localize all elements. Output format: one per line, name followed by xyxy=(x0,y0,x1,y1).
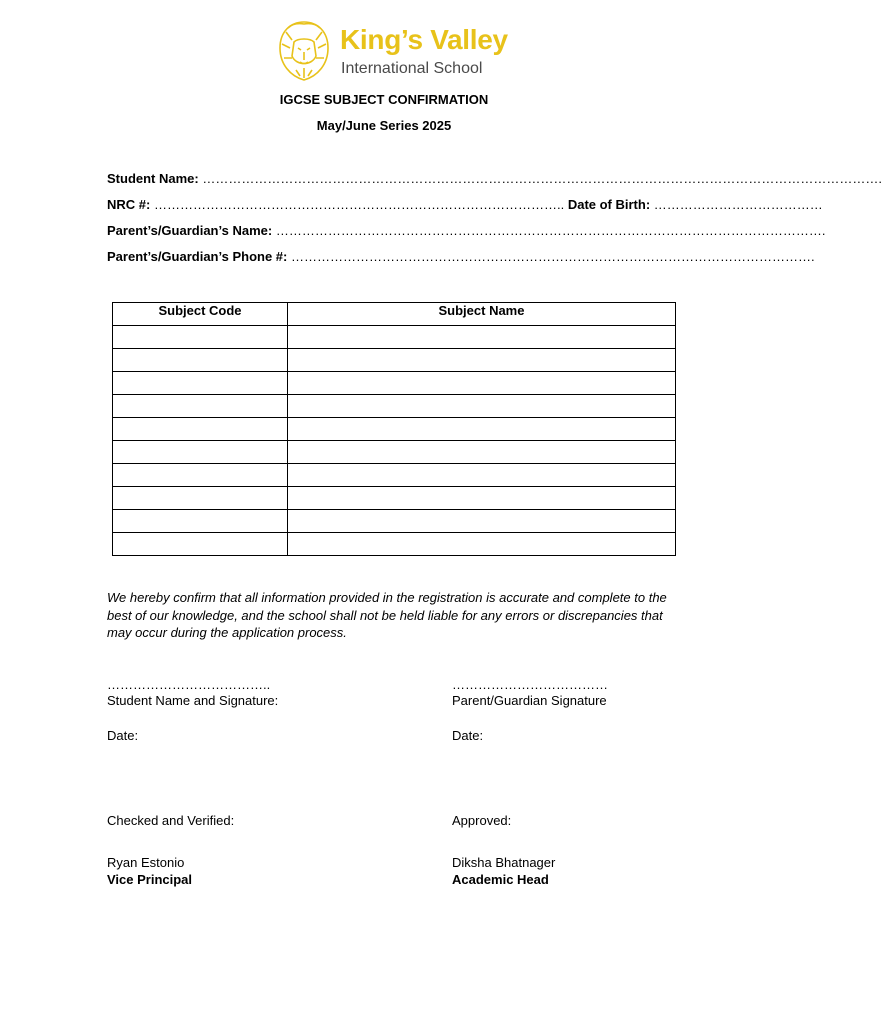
subject-code-cell[interactable] xyxy=(113,372,288,395)
confirmation-statement: We hereby confirm that all information provided in the registration is accurate and complete to the best of our knowledge, and the school shall not be held liable for any errors or discrepancies that may occur during the application process. xyxy=(107,590,667,640)
student-date-label: Date: xyxy=(107,728,139,743)
dob-blank[interactable]: ………………………………… xyxy=(653,197,823,212)
table-row xyxy=(113,487,676,510)
subject-name-cell[interactable] xyxy=(288,464,676,487)
nrc-label: NRC #: xyxy=(107,197,151,212)
table-row xyxy=(113,326,676,349)
subject-name-cell[interactable] xyxy=(288,510,676,533)
subject-name-cell[interactable] xyxy=(288,533,676,556)
subject-code-cell[interactable] xyxy=(113,418,288,441)
table-row xyxy=(113,395,676,418)
table-row xyxy=(113,464,676,487)
guardian-name-blank[interactable]: ………………………………………………………………………………………………………………. xyxy=(275,223,826,238)
table-row xyxy=(113,349,676,372)
verifier-name: Ryan Estonio xyxy=(107,855,185,870)
table-row xyxy=(113,418,676,441)
school-subtitle: International School xyxy=(341,60,483,77)
student-signature-line[interactable]: ……………………………….. xyxy=(107,677,271,692)
subject-code-cell[interactable] xyxy=(113,510,288,533)
table-header-row xyxy=(113,303,676,326)
subject-code-cell[interactable] xyxy=(113,464,288,487)
student-signature-label: Student Name and Signature: xyxy=(107,693,279,708)
subject-code-cell[interactable] xyxy=(113,441,288,464)
guardian-signature-label: Parent/Guardian Signature xyxy=(452,693,607,708)
guardian-signature-line[interactable]: ……………………………… xyxy=(452,677,608,692)
subject-name-cell[interactable] xyxy=(288,487,676,510)
table-row xyxy=(113,510,676,533)
subject-name-cell[interactable] xyxy=(288,326,676,349)
subject-code-cell[interactable] xyxy=(113,533,288,556)
checked-verified-label: Checked and Verified: xyxy=(107,813,235,828)
guardian-phone-field xyxy=(107,249,815,264)
approved-label: Approved: xyxy=(452,813,512,828)
document-title: IGCSE SUBJECT CONFIRMATION xyxy=(279,92,489,107)
subject-name-cell[interactable] xyxy=(288,395,676,418)
nrc-blank[interactable]: ………………………………………………………………………………….. xyxy=(153,197,565,212)
table-row xyxy=(113,533,676,556)
student-name-field xyxy=(107,171,882,186)
verifier-role: Vice Principal xyxy=(107,872,193,887)
guardian-phone-label: Parent’s/Guardian’s Phone #: xyxy=(107,249,288,264)
subject-name-cell[interactable] xyxy=(288,372,676,395)
subject-name-cell[interactable] xyxy=(288,418,676,441)
nrc-field xyxy=(107,197,823,212)
student-name-label: Student Name: xyxy=(107,171,199,186)
subject-name-cell[interactable] xyxy=(288,441,676,464)
subject-code-cell[interactable] xyxy=(113,326,288,349)
subject-table xyxy=(112,302,676,556)
subject-name-cell[interactable] xyxy=(288,349,676,372)
guardian-date-label: Date: xyxy=(452,728,484,743)
guardian-name-label: Parent’s/Guardian’s Name: xyxy=(107,223,273,238)
subject-code-cell[interactable] xyxy=(113,487,288,510)
subject-code-cell[interactable] xyxy=(113,349,288,372)
column-header-subject-name: Subject Name xyxy=(288,303,676,326)
document-series: May/June Series 2025 xyxy=(316,118,452,133)
student-name-blank[interactable]: …………………………………………………………………………………………………………………………………………. xyxy=(202,171,882,186)
column-header-subject-code: Subject Code xyxy=(113,303,288,326)
guardian-name-field xyxy=(107,223,825,238)
approver-name: Diksha Bhatnager xyxy=(452,855,556,870)
dob-label: Date of Birth: xyxy=(567,197,651,212)
approver-role: Academic Head xyxy=(452,872,549,887)
table-row xyxy=(113,372,676,395)
school-name: King’s Valley xyxy=(340,24,508,55)
guardian-phone-blank[interactable]: …………………………………………………………………………………………………………. xyxy=(291,249,815,264)
subject-code-cell[interactable] xyxy=(113,395,288,418)
table-row xyxy=(113,441,676,464)
